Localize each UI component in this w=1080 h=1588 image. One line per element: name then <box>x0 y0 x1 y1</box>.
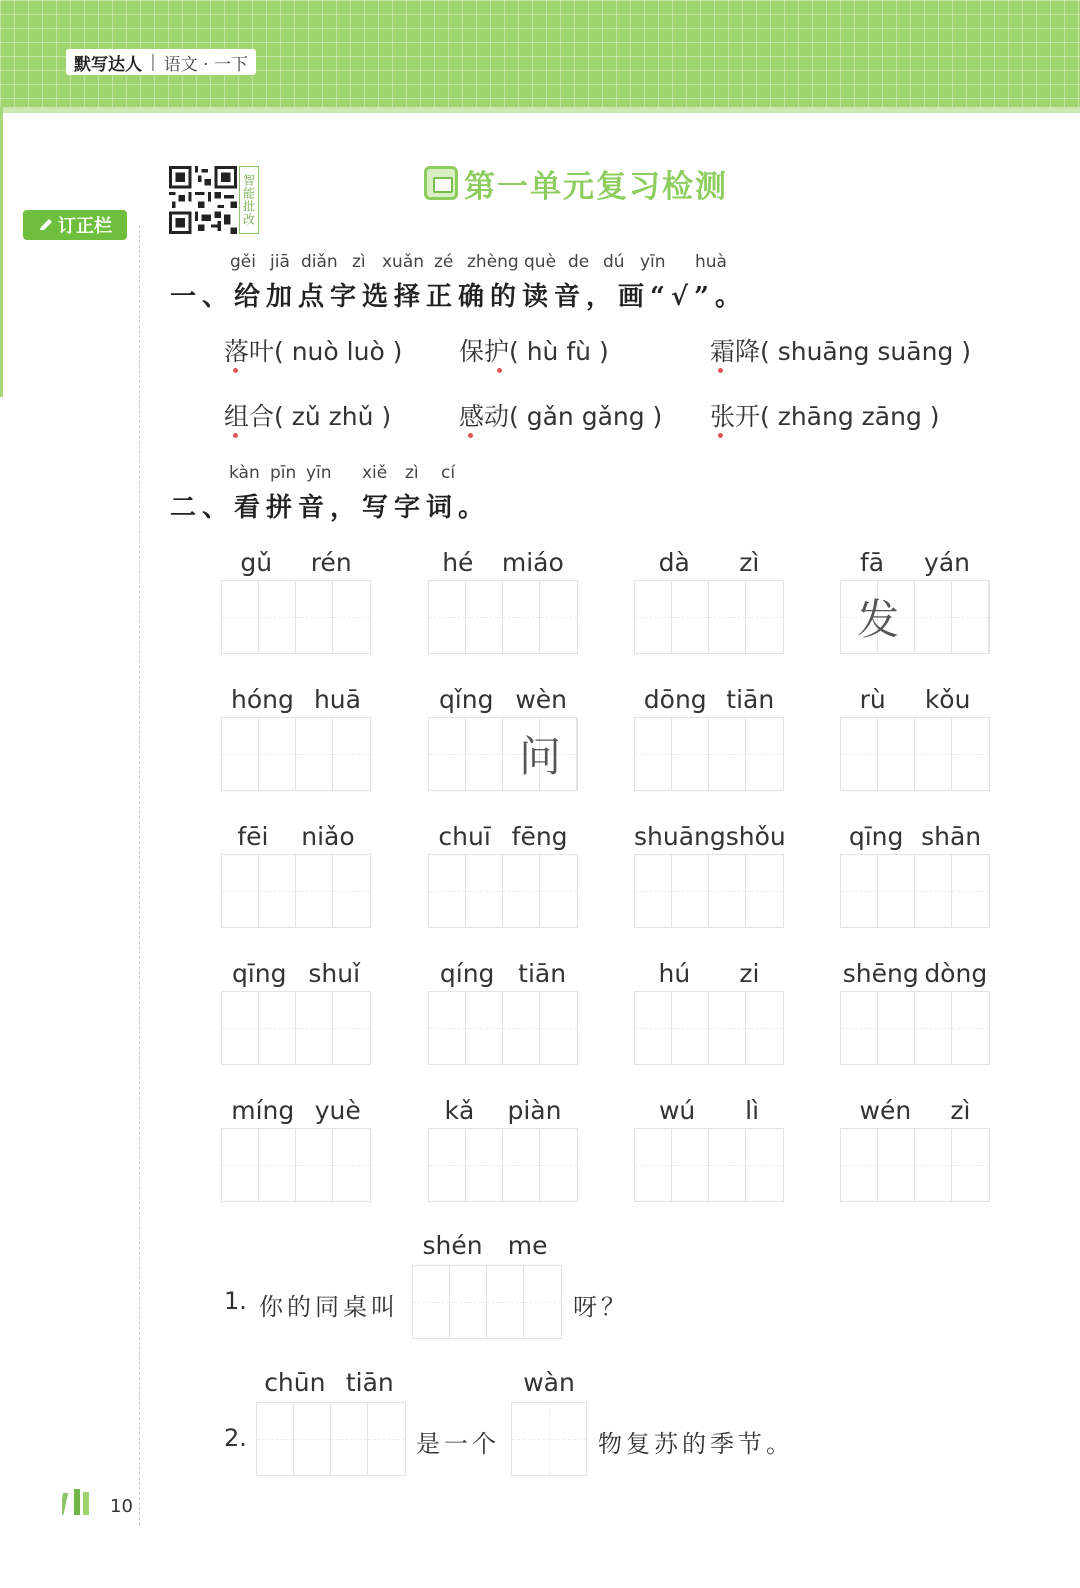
pinyin-syllable: chuī <box>438 822 491 851</box>
pinyin-syllable: fēng <box>511 822 568 851</box>
pinyin-syllable: yán <box>924 548 971 577</box>
option-word: 感动 <box>459 402 510 431</box>
page-number: 10 <box>110 1496 133 1517</box>
q1-pinyin: zé <box>434 252 454 272</box>
q1-pinyin: zì <box>352 252 366 272</box>
pinyin-syllable: tiān <box>345 1368 394 1397</box>
pinyin-syllable: shǒu <box>725 822 786 851</box>
q1-option[interactable] <box>459 332 609 368</box>
vocab-pinyin <box>634 548 784 577</box>
correction-tag-label: 订正栏 <box>58 216 112 237</box>
q1-instruction: 一、给加点字选择正确的读音，画“√”。 <box>170 282 747 312</box>
pinyin-syllable: yuè <box>314 1096 361 1125</box>
vocab-pinyin <box>428 685 578 714</box>
pinyin-syllable: piàn <box>507 1096 562 1125</box>
pinyin-syllable: rén <box>310 548 352 577</box>
blank-pinyin <box>512 1368 586 1397</box>
books-icon <box>62 1489 102 1515</box>
vocab-pinyin <box>428 822 578 851</box>
pinyin-syllable: shēng <box>842 959 919 988</box>
pinyin-syllable: zi <box>739 959 760 988</box>
pinyin-syllable: míng <box>231 1096 295 1125</box>
subject-label: 语文 · 一下 <box>163 54 248 75</box>
book-label <box>66 49 256 75</box>
pinyin-syllable: niǎo <box>301 822 355 851</box>
pinyin-syllable: zì <box>950 1096 971 1125</box>
q1-option[interactable] <box>710 332 971 368</box>
pinyin-syllable: huā <box>313 685 361 714</box>
q1-pinyin: huà <box>695 252 727 272</box>
pinyin-syllable: wén <box>859 1096 912 1125</box>
q1-pinyin: yīn <box>640 252 666 272</box>
answer-box[interactable] <box>634 717 784 791</box>
pinyin-syllable: dà <box>658 548 690 577</box>
answer-box[interactable] <box>634 991 784 1065</box>
answer-box[interactable] <box>634 580 784 654</box>
q1-option[interactable] <box>459 397 662 433</box>
pinyin-syllable: kǒu <box>924 685 971 714</box>
pinyin-syllable: shén <box>422 1231 483 1260</box>
vocab-pinyin <box>634 1096 784 1125</box>
pinyin-syllable: me <box>507 1231 548 1260</box>
emphasis-dot <box>233 368 238 373</box>
option-word: 霜降 <box>710 337 761 366</box>
q2-pinyin: cí <box>441 463 456 483</box>
q1-pinyin: de <box>568 252 590 272</box>
answer-box[interactable] <box>428 717 578 791</box>
answer-box[interactable] <box>221 717 371 791</box>
answer-box[interactable] <box>511 1402 587 1476</box>
sentence-number: 2. <box>224 1424 247 1452</box>
answer-box[interactable] <box>428 580 578 654</box>
answer-box[interactable] <box>840 580 990 654</box>
answer-box[interactable] <box>840 1128 990 1202</box>
emphasis-dot <box>718 368 723 373</box>
pinyin-syllable: wèn <box>515 685 568 714</box>
answer-box[interactable] <box>256 1402 406 1476</box>
vocab-pinyin <box>840 685 990 714</box>
emphasis-dot <box>233 433 238 438</box>
pinyin-syllable: hú <box>658 959 691 988</box>
option-word: 保护 <box>459 337 510 366</box>
vocab-pinyin <box>221 685 371 714</box>
pinyin-syllable: zì <box>739 548 760 577</box>
option-pinyin: ( gǎn gǎng ) <box>509 402 663 431</box>
pinyin-syllable: chūn <box>264 1368 326 1397</box>
qr-side-label: 智能批改 <box>239 166 259 234</box>
emphasis-dot <box>497 368 502 373</box>
sentence-text: 你的同桌叫 <box>259 1293 399 1321</box>
pinyin-syllable: rù <box>859 685 886 714</box>
prefilled-character: 问 <box>518 732 561 781</box>
answer-box[interactable] <box>840 717 990 791</box>
pinyin-syllable: lì <box>745 1096 760 1125</box>
q1-option[interactable] <box>224 332 402 368</box>
pinyin-syllable: miáo <box>501 548 564 577</box>
sentence-text: 是一个 <box>416 1430 500 1458</box>
q2-pinyin: yīn <box>306 463 332 483</box>
blank-pinyin <box>254 1368 404 1397</box>
book-icon <box>424 166 458 200</box>
pinyin-syllable: fā <box>859 548 885 577</box>
vocab-pinyin <box>221 822 371 851</box>
option-pinyin: ( zhāng zāng ) <box>760 402 940 431</box>
q1-option[interactable] <box>710 397 940 433</box>
sentence-text: 物复苏的季节。 <box>598 1430 794 1458</box>
option-pinyin: ( hù fù ) <box>509 337 609 366</box>
answer-box[interactable] <box>428 991 578 1065</box>
vocab-pinyin <box>221 959 371 988</box>
vocab-pinyin <box>634 959 784 988</box>
answer-box[interactable] <box>428 1128 578 1202</box>
title-text: 第一单元复习检测 <box>464 168 728 205</box>
vocab-pinyin <box>221 1096 371 1125</box>
emphasis-dot <box>718 433 723 438</box>
page-title <box>424 162 728 204</box>
answer-box[interactable] <box>634 854 784 928</box>
q1-pinyin: jiā <box>270 252 290 272</box>
pinyin-syllable: kǎ <box>444 1096 475 1125</box>
answer-box[interactable] <box>428 854 578 928</box>
qr-code-icon[interactable] <box>168 166 238 234</box>
option-pinyin: ( shuāng suāng ) <box>760 337 972 366</box>
vocab-pinyin <box>840 959 990 988</box>
pinyin-syllable: wàn <box>523 1368 575 1397</box>
q1-pinyin: diǎn <box>301 252 338 272</box>
brand-separator: | <box>150 52 156 72</box>
pinyin-syllable: qíng <box>439 959 495 988</box>
prefilled-character: 发 <box>856 595 899 644</box>
pinyin-syllable: wú <box>658 1096 696 1125</box>
sentence-number: 1. <box>224 1287 247 1315</box>
vocab-pinyin <box>428 1096 578 1125</box>
pinyin-syllable: hé <box>442 548 474 577</box>
vocab-pinyin <box>634 685 784 714</box>
vocab-pinyin <box>840 822 990 851</box>
vocab-pinyin <box>634 822 784 851</box>
answer-box[interactable] <box>840 854 990 928</box>
answer-box[interactable] <box>221 580 371 654</box>
option-pinyin: ( nuò luò ) <box>274 337 403 366</box>
pencil-icon <box>38 217 54 233</box>
vocab-pinyin <box>840 548 990 577</box>
q2-pinyin: zì <box>405 463 419 483</box>
correction-tag <box>23 210 127 240</box>
vocab-pinyin <box>428 959 578 988</box>
q2-pinyin: kàn <box>229 463 260 483</box>
answer-box[interactable] <box>412 1265 562 1339</box>
answer-box[interactable] <box>221 854 371 928</box>
answer-box[interactable] <box>634 1128 784 1202</box>
pinyin-syllable: shuāng <box>634 822 726 851</box>
pinyin-syllable: shuǐ <box>308 959 361 988</box>
pinyin-syllable: qīng <box>848 822 904 851</box>
q1-pinyin: zhèng <box>467 252 519 272</box>
option-word: 组合 <box>224 402 275 431</box>
emphasis-dot <box>468 433 473 438</box>
correction-margin-line <box>139 225 140 1525</box>
q1-pinyin: xuǎn <box>382 252 425 272</box>
pinyin-syllable: qīng <box>231 959 287 988</box>
q2-pinyin: xiě <box>362 463 388 483</box>
q2-instruction: 二、看拼音，写字词。 <box>170 493 491 523</box>
answer-box[interactable] <box>221 991 371 1065</box>
q1-pinyin: gěi <box>230 252 256 272</box>
q2-pinyin: pīn <box>270 463 297 483</box>
pinyin-syllable: dōng <box>643 685 707 714</box>
option-pinyin: ( zǔ zhǔ ) <box>274 402 392 431</box>
answer-box[interactable] <box>840 991 990 1065</box>
q1-option[interactable] <box>224 397 391 433</box>
header-strip <box>0 107 1080 113</box>
answer-box[interactable] <box>221 1128 371 1202</box>
pinyin-syllable: gǔ <box>240 548 273 577</box>
option-word: 张开 <box>710 402 761 431</box>
pinyin-syllable: fēi <box>237 822 269 851</box>
left-edge-bar <box>0 107 3 397</box>
sentence-text: 呀？ <box>573 1293 629 1321</box>
pinyin-syllable: dòng <box>924 959 988 988</box>
pinyin-syllable: tiān <box>518 959 567 988</box>
blank-pinyin <box>410 1231 560 1260</box>
q1-pinyin: dú <box>603 252 625 272</box>
vocab-pinyin <box>840 1096 990 1125</box>
pinyin-syllable: shān <box>921 822 982 851</box>
pinyin-syllable: hóng <box>231 685 294 714</box>
brand-name: 默写达人 <box>74 54 142 75</box>
pinyin-syllable: tiān <box>726 685 775 714</box>
option-word: 落叶 <box>224 337 275 366</box>
vocab-pinyin <box>221 548 371 577</box>
pinyin-syllable: qǐng <box>438 685 494 714</box>
q1-pinyin: què <box>524 252 557 272</box>
vocab-pinyin <box>428 548 578 577</box>
